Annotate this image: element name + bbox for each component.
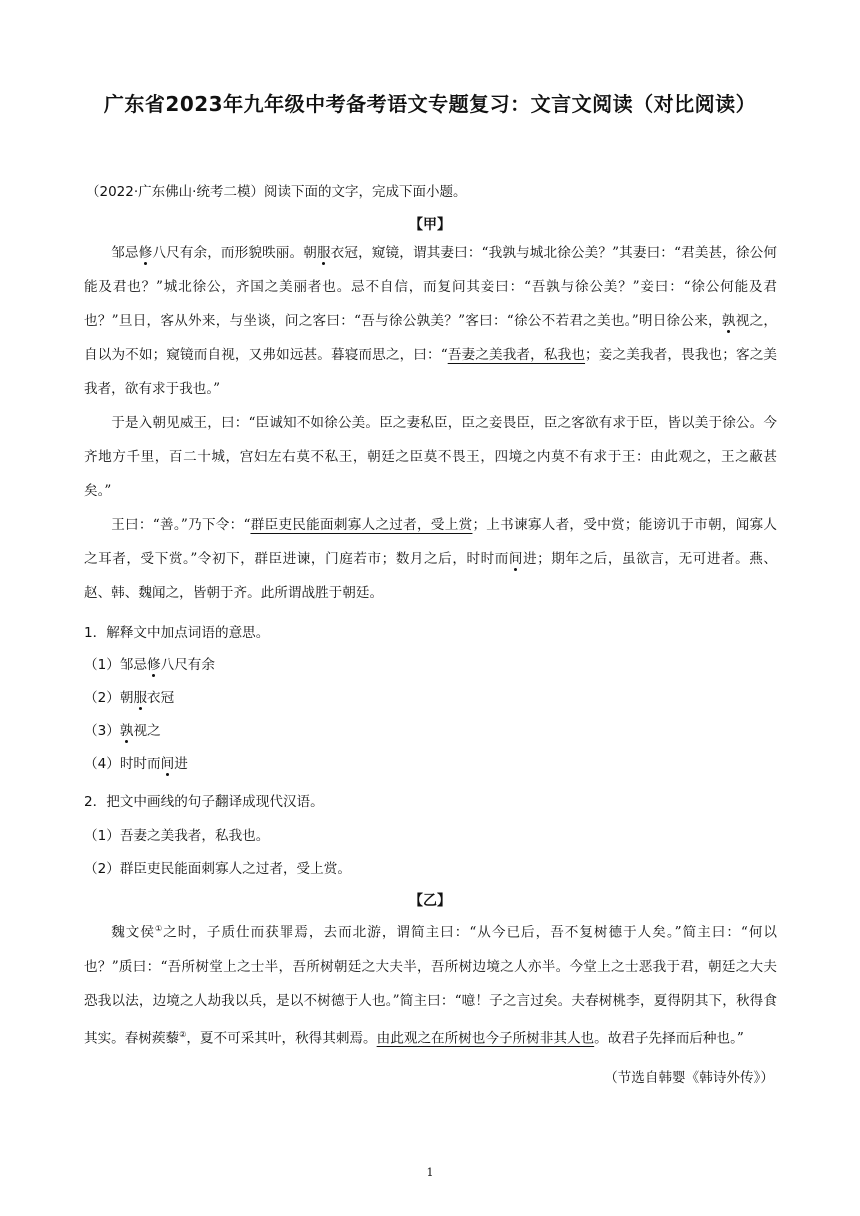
question-1-stem: 1．解释文中加点词语的意思。: [84, 625, 270, 641]
dotted-word: 服: [133, 690, 148, 706]
question-2-item-2: （2）群臣吏民能面刺寡人之过者，受上赏。: [84, 861, 351, 877]
question-1-item-4: （4）时时而间进: [84, 756, 188, 772]
passage-b-paragraph: 魏文侯①之时，子质仕而获罪焉，去而北游，谓简主曰：“从今已后，吾不复树德于人矣。”简主曰：“何以也？”质曰：“吾所树堂上之士半，吾所树朝廷之大夫半，吾所树边境之人亦半。今堂上之士恶我于君，朝廷之大夫恐我以法，边境之人劫我以兵，是以不树德于人也。”简主曰：“噫！子之言过矣。夫春树桃李，夏得阴其下，秋得食其实。春树蒺藜②，夏不可采其叶，秋得其刺焉。由此观之在所树也今子所树非其人也。故君子先择而后种也。”: [84, 924, 778, 1047]
dotted-word: 服: [316, 245, 331, 261]
source-line: （2022·广东佛山·统考二模）阅读下面的文字，完成下面小题。: [86, 184, 467, 200]
footnote-marker: ①: [154, 924, 164, 933]
footnote-marker: ②: [179, 1029, 187, 1039]
question-2-item-1: （1）吾妻之美我者，私我也。: [84, 828, 270, 844]
dotted-word: 修: [147, 657, 161, 673]
page-title: 广东省2023年九年级中考备考语文专题复习：文言文阅读（对比阅读）: [103, 92, 757, 116]
dotted-word: 孰: [721, 313, 736, 329]
dotted-word: 间: [508, 551, 524, 567]
underlined-sentence: 吾妻之美我者，私我也: [447, 347, 586, 363]
dotted-word: 间: [160, 756, 175, 772]
question-1-item-2: （2）朝服衣冠: [84, 690, 175, 706]
passage-a-paragraph-3: 王曰：“善。”乃下令：“群臣吏民能面刺寡人之过者，受上赏；上书谏寡人者，受中赏；能谤讥于市朝，闻寡人之耳者，受下赏。”令初下，群臣进谏，门庭若市；数月之后，时时而间进；期年之后，虽欲言，无可进者。燕、赵、韩、魏闻之，皆朝于齐。此所谓战胜于朝廷。: [84, 517, 778, 601]
question-2-stem: 2．把文中画线的句子翻译成现代汉语。: [84, 794, 324, 810]
passage-a-paragraph-2: 于是入朝见威王，曰：“臣诚知不如徐公美。臣之妻私臣，臣之妾畏臣，臣之客欲有求于臣，皆以美于徐公。今齐地方千里，百二十城，宫妇左右莫不私王，朝廷之臣莫不畏王，四境之内莫不有求于王：由此观之，王之蔽甚矣。”: [84, 415, 777, 499]
dotted-word: 孰: [119, 723, 134, 739]
question-1-item-1: （1）邹忌修八尺有余: [84, 657, 215, 673]
question-1-item-3: （3）孰视之: [84, 723, 161, 739]
underlined-sentence: 群臣吏民能面刺寡人之过者，受上赏: [250, 517, 473, 533]
dotted-word: 修: [138, 245, 153, 261]
section-heading-b: 【乙】: [409, 893, 451, 909]
page-number: 1: [426, 1166, 434, 1179]
source-credit: （节选自韩婴《韩诗外传》）: [604, 1070, 774, 1086]
section-heading-a: 【甲】: [409, 217, 451, 233]
underlined-sentence: 由此观之在所树也今子所树非其人也: [376, 1030, 595, 1047]
passage-a-paragraph-1: 邹忌修八尺有余，而形貌昳丽。朝服衣冠，窥镜，谓其妻曰：“我孰与城北徐公美？”其妻曰：“君美甚，徐公何能及君也？”城北徐公，齐国之美丽者也。忌不自信，而复问其妾曰：“吾孰与徐公美？”妾曰：“徐公何能及君也？”旦日，客从外来，与坐谈，问之客曰：“吾与徐公孰美？”客曰：“徐公不若君之美也。”明日徐公来，孰视之，自以为不如；窥镜而自视，又弗如远甚。暮寝而思之，曰：“吾妻之美我者，私我也；妾之美我者，畏我也；客之美我者，欲有求于我也。”: [84, 245, 778, 397]
